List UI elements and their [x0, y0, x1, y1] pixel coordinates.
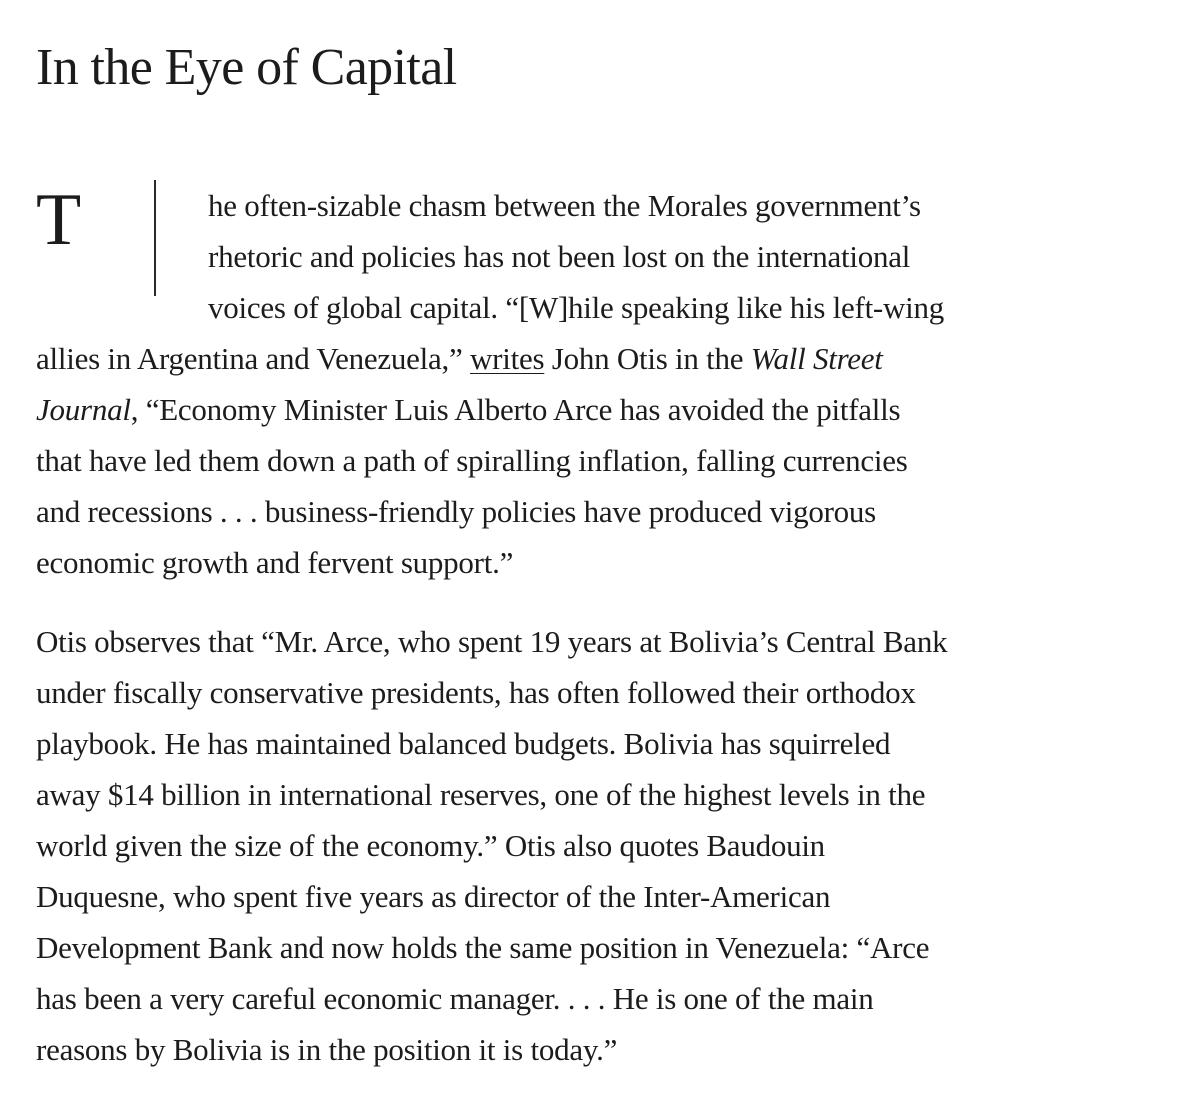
paragraph-line: Development Bank and now holds the same position in Venezuela: “Arce — [36, 930, 930, 965]
paragraph-line: playbook. He has maintained balanced budgets. Bolivia has squirreled — [36, 726, 891, 761]
paragraph-line: away $14 billion in international reserves, one of the highest levels in the — [36, 777, 926, 812]
paragraph-line: rhetoric and policies has not been lost on the international — [208, 239, 911, 274]
article-title: In the Eye of Capital — [36, 39, 457, 96]
publication-name: Wall Street — [750, 341, 883, 376]
paragraph-line — [36, 339, 883, 379]
paragraph-line: economic growth and fervent support.” — [36, 545, 514, 580]
paragraph-line: Otis observes that “Mr. Arce, who spent 19 years at Bolivia’s Central Bank — [36, 624, 948, 659]
line-text: allies in Argentina and Venezuela,” — [36, 341, 471, 376]
paragraph-line: voices of global capital. “[W]hile speaking like his left-wing — [208, 290, 945, 325]
paragraph-line: he often-sizable chasm between the Morales government’s — [208, 188, 921, 223]
paragraph-line: that have led them down a path of spiralling inflation, falling currencies — [36, 443, 908, 478]
drop-cap-letter: T — [36, 179, 82, 261]
paragraph-line: and recessions . . . business-friendly policies have produced vigorous — [36, 494, 876, 529]
paragraph-line: under fiscally conservative presidents, has often followed their orthodox — [36, 675, 916, 710]
drop-cap-block — [36, 180, 156, 298]
line-text: John Otis in the — [544, 341, 751, 376]
drop-cap-divider — [154, 180, 156, 296]
writes-link[interactable]: writes — [470, 341, 545, 376]
line-text: , “Economy Minister Luis Alberto Arce has avoided the pitfalls — [130, 392, 901, 427]
paragraph-line: Duquesne, who spent five years as director of the Inter-American — [36, 879, 831, 914]
paragraph-line: reasons by Bolivia is in the position it is today.” — [36, 1032, 618, 1067]
paragraph-line — [36, 390, 900, 430]
publication-name: Journal — [36, 392, 131, 427]
paragraph-line: has been a very careful economic manager. . . . He is one of the main — [36, 981, 874, 1016]
paragraph-line: world given the size of the economy.” Otis also quotes Baudouin — [36, 828, 825, 863]
